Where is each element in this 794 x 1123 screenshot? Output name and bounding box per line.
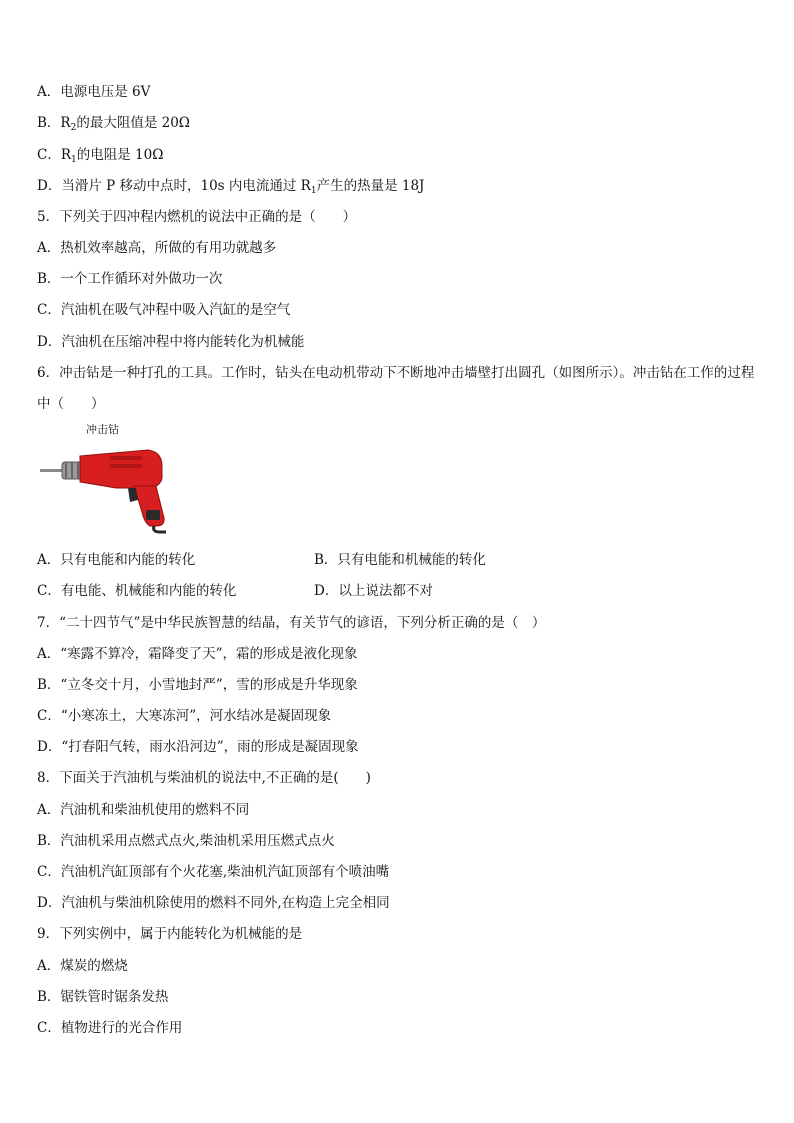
q8-option-a: A．汽油机和柴油机使用的燃料不同 <box>37 802 250 818</box>
impact-drill-illustration <box>38 422 168 534</box>
q6-option-a: A．只有电能和内能的转化 <box>37 552 196 568</box>
q6-option-c: C．有电能、机械能和内能的转化 <box>37 583 237 599</box>
q6-option-b: B．只有电能和机械能的转化 <box>314 552 486 568</box>
q9-option-b: B．锯铁管时锯条发热 <box>37 989 169 1005</box>
q4-c-text-pre: C．R <box>37 147 71 163</box>
q7-option-a: A．“寒露不算冷，霜降变了天”，霜的形成是液化现象 <box>37 646 358 662</box>
q4-d-text-pre: D．当滑片 P 移动中点时，10s 内电流通过 R <box>37 178 311 194</box>
q4-b-text-pre: B．R <box>37 115 71 131</box>
q4-option-a: A．电源电压是 6V <box>37 84 151 100</box>
q7-stem: 7．“二十四节气”是中华民族智慧的结晶，有关节气的谚语，下列分析正确的是（ ） <box>37 615 546 631</box>
q8-option-b: B．汽油机采用点燃式点火,柴油机采用压燃式点火 <box>37 833 335 849</box>
q4-option-c <box>37 145 163 170</box>
q7-option-b: B．“立冬交十月，小雪地封严”，雪的形成是升华现象 <box>37 677 358 693</box>
q4-d-subscript: 1 <box>310 186 317 196</box>
q6-figure-caption: 冲击钻 <box>86 423 119 436</box>
q4-option-d <box>37 176 424 201</box>
q4-b-text-post: 的最大阻值是 20Ω <box>76 115 190 131</box>
q7-option-d: D．“打春阳气转，雨水沿河边”，雨的形成是凝固现象 <box>37 739 359 755</box>
q6-stem: 6．冲击钻是一种打孔的工具。工作时，钻头在电动机带动下不断地冲击墙壁打出圆孔（如图所示）。冲击钻在工作的过程中（ ） <box>37 365 755 412</box>
q6-option-d: D．以上说法都不对 <box>314 583 433 599</box>
q4-option-b <box>37 113 190 138</box>
q4-d-text-post: 产生的热量是 18J <box>316 178 425 194</box>
q5-option-b: B．一个工作循环对外做功一次 <box>37 271 223 287</box>
q8-option-d: D．汽油机与柴油机除使用的燃料不同外,在构造上完全相同 <box>37 895 390 911</box>
q4-c-subscript: 1 <box>71 155 77 165</box>
q5-option-a: A．热机效率越高，所做的有用功就越多 <box>37 240 277 256</box>
q4-c-text-post: 的电阻是 10Ω <box>76 147 164 163</box>
q9-option-a: A．煤炭的燃烧 <box>37 958 128 974</box>
q5-option-d: D．汽油机在压缩冲程中将内能转化为机械能 <box>37 334 305 350</box>
drill-cord-icon <box>154 526 166 532</box>
drill-body-icon <box>80 450 162 488</box>
q5-option-c: C．汽油机在吸气冲程中吸入汽缸的是空气 <box>37 302 291 318</box>
q4-b-subscript: 2 <box>70 123 77 133</box>
q8-option-c: C．汽油机汽缸顶部有个火花塞,柴油机汽缸顶部有个喷油嘴 <box>37 864 390 880</box>
q7-option-c: C．“小寒冻土，大寒冻河”，河水结冰是凝固现象 <box>37 708 332 724</box>
q9-option-c: C．植物进行的光合作用 <box>37 1020 183 1036</box>
q5-stem: 5．下列关于四冲程内燃机的说法中正确的是（ ） <box>37 209 357 225</box>
q9-stem: 9．下列实例中，属于内能转化为机械能的是 <box>37 926 303 942</box>
q8-stem: 8．下面关于汽油机与柴油机的说法中,不正确的是( ) <box>37 770 371 786</box>
